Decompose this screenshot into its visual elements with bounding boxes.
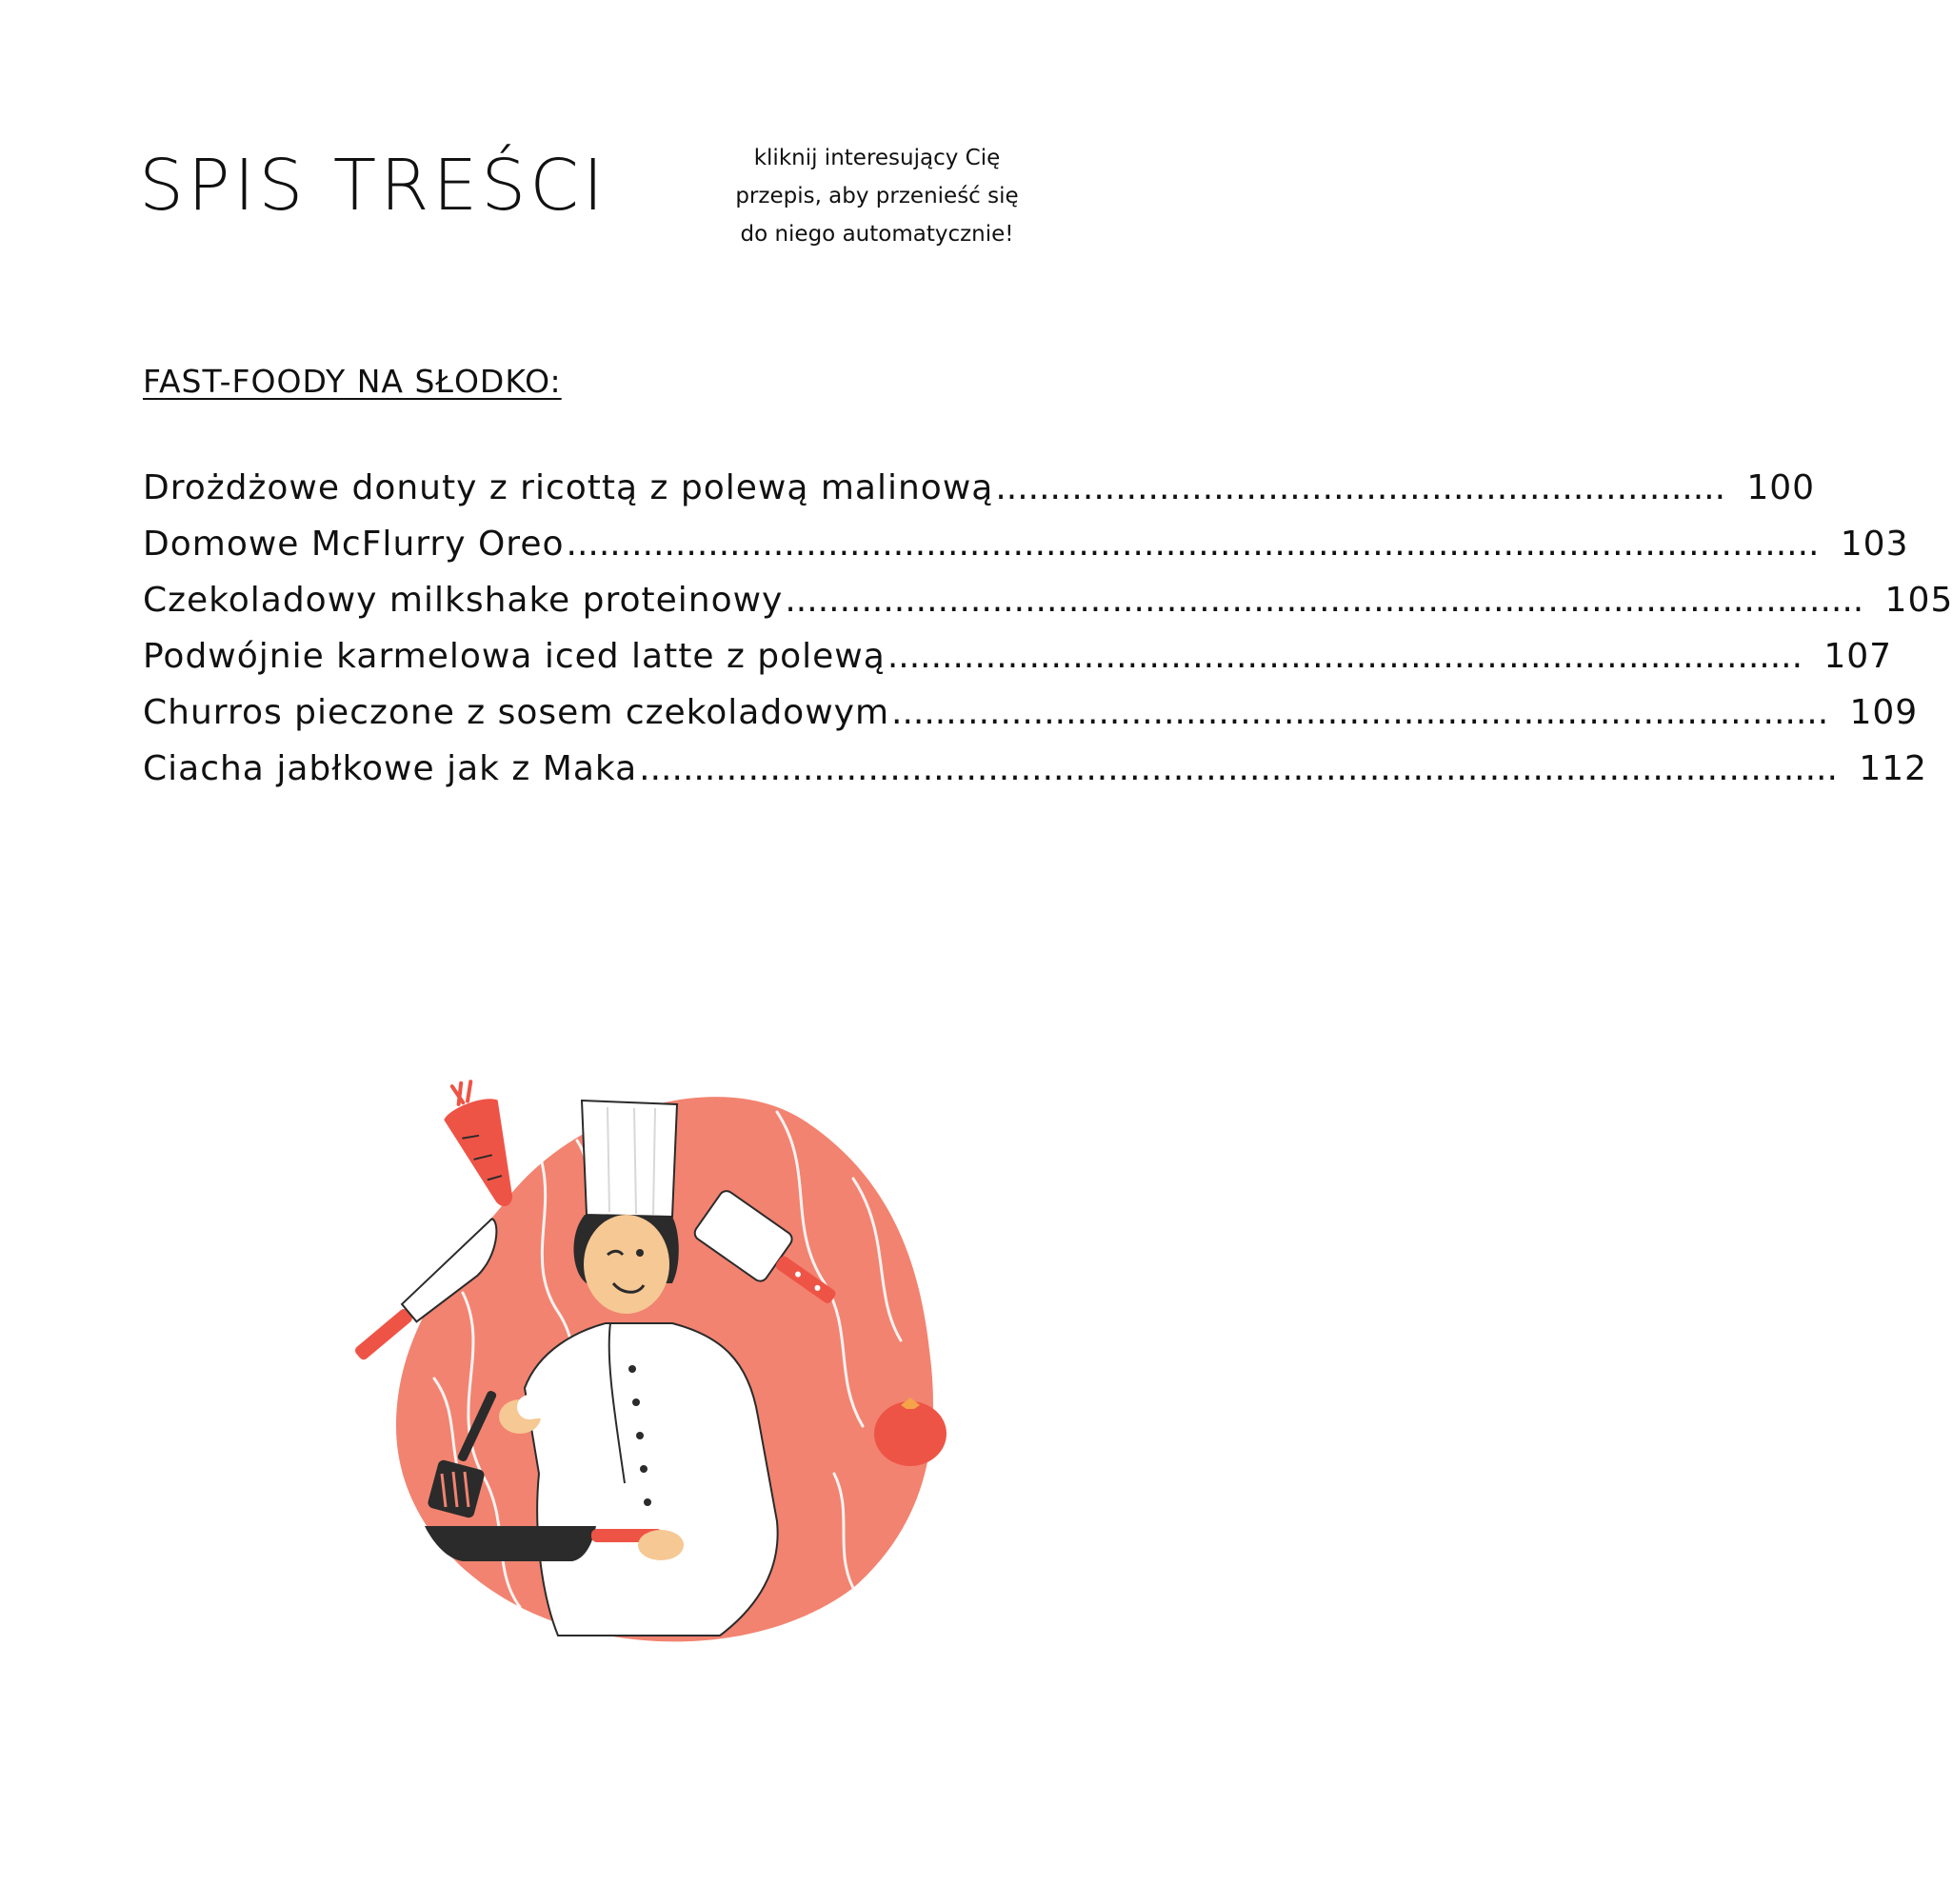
- chef-hat: [582, 1101, 677, 1217]
- section-heading: FAST-FOODY NA SŁODKO:: [143, 363, 562, 400]
- toc-page-number: 105: [1884, 581, 1953, 620]
- toc-entry-title: Churros pieczone z sosem czekoladowym: [143, 693, 890, 732]
- toc-leader-dots: ..............................................................................................................: [639, 749, 1838, 788]
- toc-page-number: 107: [1823, 637, 1893, 676]
- chef-uniform: [525, 1323, 778, 1636]
- page-title: SPIS TREŚCI: [139, 145, 608, 227]
- toc-page-number: 100: [1746, 468, 1816, 507]
- chef-lower-hand: [638, 1530, 684, 1560]
- toc-entry-title: Drożdżowe donuty z ricottą z polewą malinową: [143, 468, 994, 507]
- toc-entry-churros[interactable]: [143, 693, 1919, 749]
- toc-leader-dots: ...................................................................................................................: [566, 525, 1820, 564]
- table-of-contents: [143, 468, 1953, 805]
- toc-page-number: 112: [1859, 749, 1927, 788]
- toc-entry-title: Ciacha jabłkowe jak z Maka: [143, 749, 638, 788]
- toc-leader-dots: ...................................................................................................: [785, 581, 1864, 620]
- toc-page-number: 103: [1840, 525, 1909, 564]
- toc-page-number: 109: [1849, 693, 1919, 732]
- toc-entry-ciacha[interactable]: [143, 749, 1927, 805]
- toc-entry-title: Domowe McFlurry Oreo: [143, 525, 565, 564]
- toc-leader-dots: ....................................................................................: [887, 637, 1804, 676]
- chef-face: [584, 1215, 669, 1314]
- toc-entry-milkshake[interactable]: [143, 581, 1953, 637]
- toc-entry-title: Czekoladowy milkshake proteinowy: [143, 581, 784, 620]
- toc-entry-mcflurry[interactable]: [143, 525, 1909, 581]
- chef-cooking-illustration: [358, 1074, 986, 1655]
- toc-entry-donuty[interactable]: [143, 468, 1816, 525]
- navigation-hint: [682, 139, 1072, 253]
- hint-line: przepis, aby przenieść się: [735, 184, 1019, 208]
- toc-leader-dots: ...................................................................: [995, 468, 1726, 507]
- toc-entry-iced-latte[interactable]: [143, 637, 1893, 693]
- toc-entry-title: Podwójnie karmelowa iced latte z polewą: [143, 637, 886, 676]
- hint-line: do niego automatycznie!: [740, 222, 1014, 247]
- toc-leader-dots: ......................................................................................: [891, 693, 1829, 732]
- hint-line: kliknij interesujący Cię: [753, 146, 1001, 170]
